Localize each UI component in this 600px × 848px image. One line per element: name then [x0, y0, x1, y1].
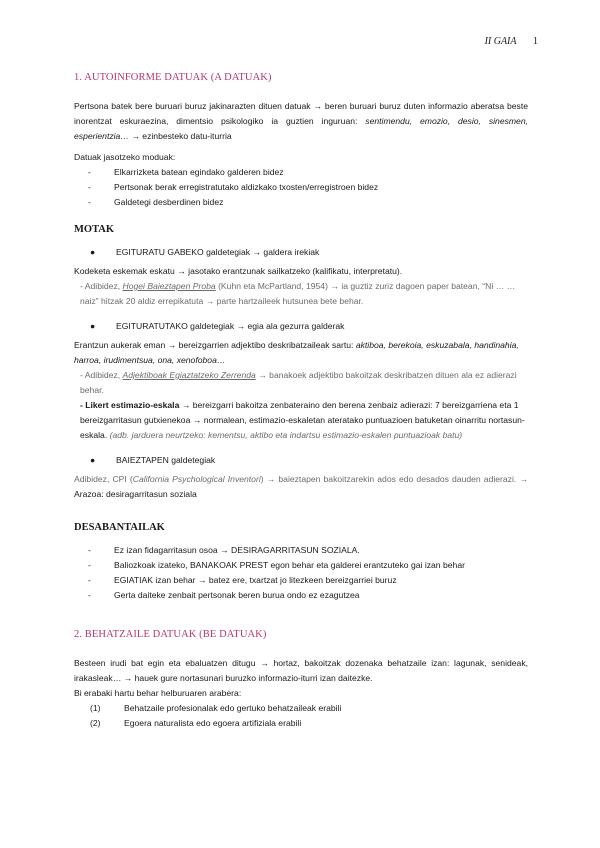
- section2-paragraph: Besteen irudi bat egin eta ebaluatzen ditugu → hortaz, bakoitzak dozenaka behatzaile izan: lagunak, senideak, irakasleak… → hauek gure nortasunari buruzko informazio-iturri izan daitezke.: [74, 658, 528, 683]
- list-number: (1): [90, 703, 101, 713]
- section2-list: [74, 701, 528, 731]
- statements-example: [74, 472, 528, 502]
- intro-end: → ezinbesteko datu-iturria: [128, 131, 232, 141]
- intro-italic: sentimendu, emozio, desio, sinesmen, esperientzia…: [74, 116, 528, 141]
- list-item: - Pertsonak berak erregistratutako aldizkako txosten/erregistroen bidez: [88, 182, 379, 192]
- motak-title: MOTAK: [74, 224, 115, 235]
- structured-italic: aktiboa, berekoia, eskuzabala, handinahia, harroa, irudimentsua, ona, xenofoboa…: [74, 340, 519, 365]
- page-number: 1: [533, 36, 538, 47]
- list-item-text: Galdetegi desberdinen bidez: [114, 197, 224, 207]
- example-text: ) → baieztapen bakoitzarekin ados edo desados dauden adierazi. →: [260, 474, 528, 484]
- structured-text: Erantzun aukerak eman → bereizgarrien adjektibo deskribatzaileak sartu:: [74, 340, 356, 350]
- list-item: - Elkarrizketa batean egindako galderen bidez: [88, 167, 284, 177]
- example-title: Hogei Baieztapen Proba: [122, 281, 216, 291]
- bullet-structured: ● EGITURATUTAKO galdetegiak → egia ala gezurra galderak: [90, 321, 345, 331]
- likert-italic: (adb. jarduera neurtzeko: kementsu, aktibo eta indartsu estimazio-eskalen puntuazioak batu): [109, 430, 463, 440]
- example-text: → banakoek adjektibo bakoitzak deskribatzen dituen ala ez adierazi behar.: [80, 370, 517, 395]
- bullet-heading: EGITURATUTAKO galdetegiak → egia ala gezurra galderak: [116, 321, 345, 331]
- page-header: [485, 36, 538, 47]
- list-item-text: EGIATIAK izan behar → batez ere, txartzat jo litezkeen bereizgarriei buruz: [114, 575, 397, 585]
- intro-text: Pertsona batek bere buruari buruz jakinarazten dituen datuak → beren buruari buruz duten informazio aberatsa beste inorentzat eskuraezina, dimentsio psikologiko ia guztien inguruan:: [74, 101, 528, 126]
- section1-title: 1. AUTOINFORME DATUAK (A DATUAK): [74, 72, 272, 83]
- list-number: (2): [90, 718, 101, 728]
- content: [74, 72, 528, 731]
- likert-text: → bereizgarri bakoitza zenbateraino den berena zenbaiz adierazi: 7 bereizgarriena eta 1 bereizgarritasun gutxienekoa → normalean, estimazio-eskaletan ateratako puntuazioen batuketan oinarritu nortasun-eskala.: [80, 400, 525, 440]
- list-item-text: Egoera naturalista edo egoera artifiziala erabili: [124, 718, 302, 728]
- collect-list: [74, 165, 528, 210]
- example-prefix: - Adibidez,: [80, 281, 123, 291]
- unstructured-line: Kodeketa eskemak eskatu → jasotako erantzunak sailkatzeko (kalifikatu, interpretatu).: [74, 266, 403, 276]
- list-item-text: Gerta daiteke zenbait pertsonak beren burua ondo ez ezagutzea: [114, 590, 360, 600]
- list-item: - Ez izan fidagarritasun osoa → DESIRAGARRITASUN SOZIALA.: [88, 545, 360, 555]
- list-item-text: Pertsonak berak erregistratutako aldizkako txosten/erregistroen bidez: [114, 182, 379, 192]
- list-item: - Gerta daiteke zenbait pertsonak beren burua ondo ez ezagutzea: [88, 590, 360, 600]
- list-item-text: Baliozkoak izateko, BANAKOAK PREST egon behar eta galderei erantzuteko gai izan behar: [114, 560, 465, 570]
- example-italic: California Psychological Inventori: [132, 474, 261, 484]
- structured-example: [74, 368, 528, 398]
- structured-line: [74, 338, 528, 368]
- example-prefix: - Adibidez,: [80, 370, 123, 380]
- bullet-heading: EGITURATU GABEKO galdetegiak → galdera irekiak: [116, 247, 320, 257]
- section2-title: 2. BEHATZAILE DATUAK (BE DATUAK): [74, 629, 267, 640]
- list-item-text: Behatzaile profesionalak edo gertuko behatzaileak erabili: [124, 703, 342, 713]
- example-prefix: Adibidez, CPI (: [74, 474, 133, 484]
- header-title: II GAIA: [484, 36, 517, 47]
- bullet-heading: BAIEZTAPEN galdetegiak: [116, 455, 216, 465]
- list-item: - Galdetegi desberdinen bidez: [88, 197, 224, 207]
- desabantailak-title: DESABANTAILAK: [74, 522, 165, 533]
- likert-paragraph: [74, 398, 528, 443]
- example-end: Arazoa: desiragarritasun soziala: [74, 489, 197, 499]
- likert-label: - Likert estimazio-eskala: [80, 400, 180, 410]
- list-item-text: Elkarrizketa batean egindako galderen bidez: [114, 167, 284, 177]
- section1-intro: [74, 99, 528, 144]
- list-item: [90, 701, 528, 716]
- list-item: [90, 716, 528, 731]
- bullet-unstructured: ● EGITURATU GABEKO galdetegiak → galdera irekiak: [90, 247, 320, 257]
- example-title: Adjektiboak Egiaztatzeko Zerrenda: [122, 370, 256, 380]
- list-item: - Baliozkoak izateko, BANAKOAK PREST egon behar eta galderei erantzuteko gai izan behar: [88, 560, 465, 570]
- collect-label: Datuak jasotzeko moduak:: [74, 152, 176, 162]
- section2-decision: Bi erabaki hartu behar helburuaren arabera:: [74, 688, 242, 698]
- list-item: - EGIATIAK izan behar → batez ere, txartzat jo litezkeen bereizgarriei buruz: [88, 575, 397, 585]
- unstructured-example: [74, 279, 528, 309]
- desabantailak-list: [74, 543, 528, 603]
- list-item-text: Ez izan fidagarritasun osoa → DESIRAGARRITASUN SOZIALA.: [114, 545, 360, 555]
- bullet-statements: ● BAIEZTAPEN galdetegiak: [90, 455, 216, 465]
- example-text: (Kuhn eta McPartland, 1954) → ia guztiz zuriz dagoen paper batean, “Ni … … naiz” hitzak 20 aldiz errepikatuta → parte hartzaileek hutsunea bete behar.: [80, 281, 516, 306]
